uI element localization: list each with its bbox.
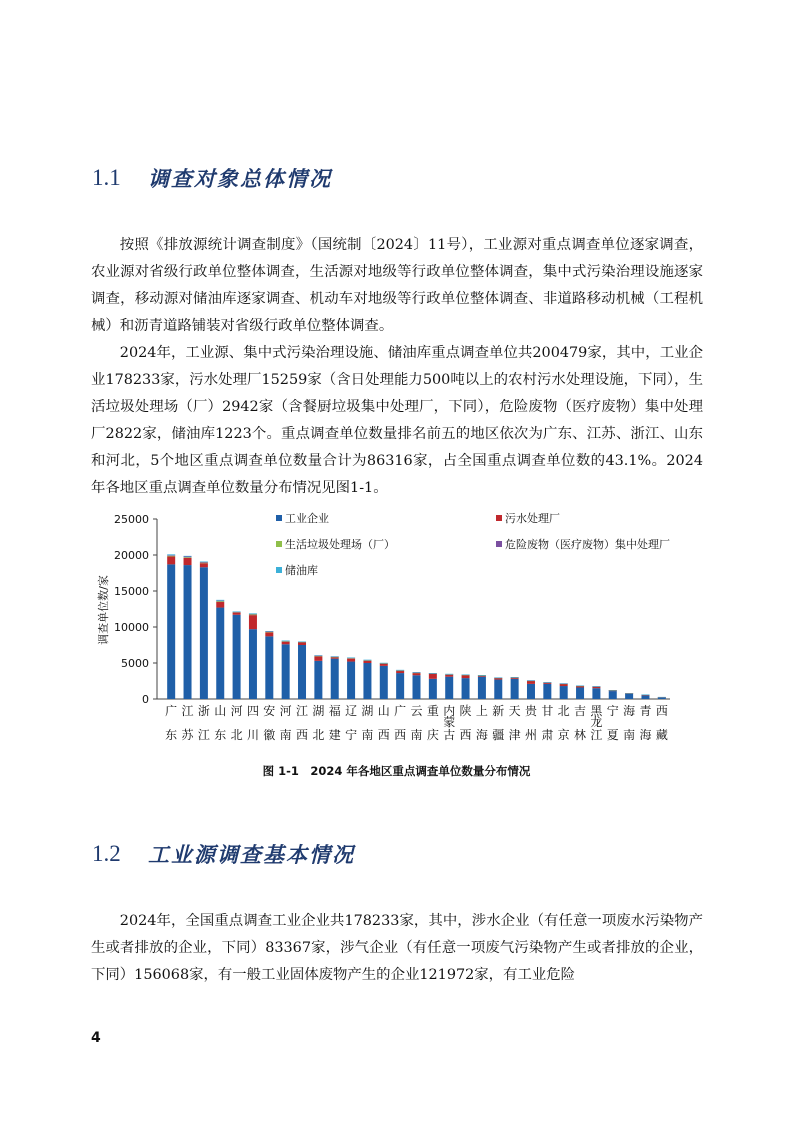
bar-segment xyxy=(478,675,486,676)
legend-swatch xyxy=(276,567,282,573)
bar-segment xyxy=(184,558,192,565)
bar-segment xyxy=(184,556,192,557)
bar-chart xyxy=(97,505,690,755)
y-tick-label: 5000 xyxy=(121,657,149,670)
bar-segment xyxy=(298,642,306,645)
bar-segment xyxy=(363,663,371,699)
bar-segment xyxy=(380,666,388,699)
body-paragraph: 2024年，工业源、集中式污染治理设施、储油库重点调查单位共200479家，其中，工业企业178233家，污水处理厂15259家（含日处理能力500吨以上的农村污水处理设施，下同），生活垃圾处理场（厂）2942家（含餐厨垃圾集中处理厂，下同），危险废物（医疗废物）集中处理厂2822家，储油库1223个。重点调查单位数量排名前五的地区依次为广东、江苏、浙江、山东和河北，5个地区重点调查单位数量合计为86316家，占全国重点调查单位数的43.1%。2024年各地区重点调查单位数量分布情况见图1-1。 xyxy=(91,345,703,496)
bar-segment xyxy=(543,682,551,683)
bar-segment xyxy=(282,644,290,699)
bar-segment xyxy=(314,655,322,656)
bar-segment xyxy=(527,684,535,699)
bar-segment xyxy=(527,681,535,684)
bar-segment xyxy=(641,694,649,695)
y-tick-label: 0 xyxy=(142,693,149,706)
x-tick-label: 江西 xyxy=(296,704,309,742)
bar-segment xyxy=(347,659,355,662)
legend-label: 危险废物（医疗废物）集中处理厂 xyxy=(505,538,670,551)
bar-segment xyxy=(184,557,192,558)
bar-segment xyxy=(200,561,208,562)
x-tick-label: 宁夏 xyxy=(606,704,619,742)
x-tick-label: 黑龙江 xyxy=(590,704,603,742)
bar-segment xyxy=(184,557,192,558)
bar-segment xyxy=(462,678,470,699)
bar-segment xyxy=(363,660,371,661)
x-tick-label: 安徽 xyxy=(263,704,276,742)
bar-segment xyxy=(347,657,355,658)
bar-segment xyxy=(167,555,175,556)
x-tick-label: 甘肃 xyxy=(541,704,554,742)
bar-segment xyxy=(363,661,371,663)
bar-segment xyxy=(200,562,208,563)
x-tick-label: 北京 xyxy=(557,704,570,742)
bar-segment xyxy=(249,629,257,699)
bar-segment xyxy=(265,632,273,636)
legend-label: 工业企业 xyxy=(285,512,329,525)
bar-segment xyxy=(167,554,175,555)
legend-label: 污水处理厂 xyxy=(505,512,560,525)
bar-segment xyxy=(625,693,633,694)
bar-segment xyxy=(167,556,175,564)
bar-segment xyxy=(462,675,470,678)
bar-segment xyxy=(184,565,192,699)
x-tick-label: 河北 xyxy=(230,704,243,742)
bar-segment xyxy=(429,673,437,674)
bar-segment xyxy=(216,601,224,602)
bar-segment xyxy=(576,685,584,686)
bar-segment xyxy=(396,670,404,671)
bar-segment xyxy=(511,677,519,678)
legend-swatch xyxy=(276,515,282,521)
x-tick-label: 湖北 xyxy=(312,704,325,742)
y-axis-label: 调查单位数/家 xyxy=(97,575,110,645)
bar-segment xyxy=(216,602,224,608)
body-paragraph: 按照《排放源统计调查制度》（国统制〔2024〕11号），工业源对重点调查单位逐家调查，农业源对省级行政单位整体调查，生活源对地级等行政单位整体调查，集中式污染治理设施逐家调查，移动源对储油库逐家调查、机动车对地级等行政单位整体调查、非道路移动机械（工程机械）和沥青道路铺装对省级行政单位整体调查。 xyxy=(91,237,703,334)
bar-segment xyxy=(249,615,257,629)
bar-segment xyxy=(494,680,502,699)
bar-segment xyxy=(167,556,175,557)
x-tick-label: 山东 xyxy=(214,704,227,742)
legend-swatch xyxy=(496,541,502,547)
bar-segment xyxy=(265,636,273,699)
bar-segment xyxy=(641,695,649,699)
bar-segment xyxy=(413,675,421,699)
page-number: 4 xyxy=(91,1030,101,1046)
bar-segment xyxy=(167,564,175,699)
bar-segment xyxy=(331,656,339,657)
bar-segment xyxy=(233,611,241,612)
bar-segment xyxy=(429,674,437,679)
section-heading-2 xyxy=(92,838,355,870)
section-number: 1.1 xyxy=(92,165,121,190)
x-tick-label: 浙江 xyxy=(197,704,210,742)
section-heading-1 xyxy=(92,162,332,194)
bar-segment xyxy=(592,688,600,699)
bar-segment xyxy=(233,612,241,613)
bar-segment xyxy=(543,684,551,699)
bar-segment xyxy=(560,683,568,684)
legend-swatch xyxy=(496,515,502,521)
bar-segment xyxy=(658,698,666,699)
bar-segment xyxy=(216,608,224,699)
bar-segment xyxy=(233,613,241,615)
bar-segment xyxy=(282,641,290,642)
x-tick-label: 陕西 xyxy=(459,704,472,742)
bar-segment xyxy=(331,659,339,699)
x-tick-label: 青海 xyxy=(639,704,652,742)
x-tick-label: 内蒙古 xyxy=(443,704,456,742)
bar-segment xyxy=(396,673,404,699)
bar-segment xyxy=(527,680,535,681)
x-tick-label: 西藏 xyxy=(655,704,668,742)
section-number: 1.2 xyxy=(92,841,121,866)
bar-segment xyxy=(200,563,208,564)
x-tick-label: 云南 xyxy=(410,704,423,742)
bar-segment xyxy=(462,674,470,675)
bar-segment xyxy=(249,613,257,614)
bar-segment xyxy=(560,686,568,699)
bar-segment xyxy=(331,657,339,658)
bar-segment xyxy=(216,600,224,601)
bar-segment xyxy=(413,673,421,675)
bar-segment xyxy=(494,677,502,678)
bar-segment xyxy=(249,614,257,615)
bar-segment xyxy=(282,642,290,645)
bar-segment xyxy=(560,684,568,686)
legend-label: 生活垃圾处理场（厂） xyxy=(285,538,395,551)
bar-segment xyxy=(445,677,453,699)
x-tick-label: 辽宁 xyxy=(345,704,358,742)
legend-label: 储油库 xyxy=(285,564,318,577)
bar-segment xyxy=(298,645,306,699)
y-tick-label: 10000 xyxy=(114,621,149,634)
x-tick-label: 江苏 xyxy=(181,704,194,742)
x-tick-label: 湖南 xyxy=(361,704,374,742)
bar-segment xyxy=(314,661,322,699)
x-tick-label: 海南 xyxy=(623,704,636,742)
section-title: 工业源调查基本情况 xyxy=(148,842,355,867)
bar-segment xyxy=(445,674,453,675)
bar-segment xyxy=(314,656,322,660)
y-tick-label: 25000 xyxy=(114,513,149,526)
bar-segment xyxy=(249,614,257,615)
bar-segment xyxy=(200,567,208,699)
bar-segment xyxy=(625,694,633,699)
x-tick-label: 山西 xyxy=(377,704,390,742)
bar-segment xyxy=(396,671,404,673)
bar-segment xyxy=(200,563,208,567)
x-tick-label: 贵州 xyxy=(524,704,537,742)
x-tick-label: 广西 xyxy=(394,704,407,742)
bar-segment xyxy=(265,631,273,632)
bar-segment xyxy=(478,677,486,699)
bar-segment xyxy=(380,663,388,664)
bar-segment xyxy=(429,679,437,699)
bar-segment xyxy=(216,601,224,602)
x-tick-label: 福建 xyxy=(328,704,341,742)
bar-segment xyxy=(282,640,290,641)
bar-segment xyxy=(233,615,241,699)
x-tick-label: 广东 xyxy=(165,704,178,742)
body-paragraph: 2024年，全国重点调查工业企业共178233家，其中，涉水企业（有任意一项废水污染物产生或者排放的企业，下同）83367家，涉气企业（有任意一项废气污染物产生或者排放的企业，下同）156068家，有一般工业固体废物产生的企业121972家，有工业危险 xyxy=(91,913,703,983)
x-tick-label: 河南 xyxy=(279,704,292,742)
y-tick-label: 15000 xyxy=(114,585,149,598)
bar-segment xyxy=(413,672,421,673)
x-tick-label: 四川 xyxy=(246,704,259,742)
bar-segment xyxy=(298,641,306,642)
x-tick-label: 上海 xyxy=(475,704,488,742)
bar-segment xyxy=(282,641,290,642)
bar-segment xyxy=(609,691,617,699)
bar-segment xyxy=(658,697,666,698)
x-tick-label: 重庆 xyxy=(426,704,439,742)
bar-segment xyxy=(511,679,519,699)
bar-segment xyxy=(576,687,584,699)
y-tick-label: 20000 xyxy=(114,549,149,562)
figure-caption: 图 1-1 2024 年各地区重点调查单位数量分布情况 xyxy=(262,764,531,778)
x-tick-label: 新疆 xyxy=(492,704,505,742)
x-tick-label: 吉林 xyxy=(574,704,587,742)
bar-segment xyxy=(445,675,453,677)
bar-segment xyxy=(609,690,617,691)
section-title: 调查对象总体情况 xyxy=(148,166,332,191)
legend-swatch xyxy=(276,541,282,547)
bar-segment xyxy=(592,686,600,687)
bar-segment xyxy=(380,664,388,666)
bar-segment xyxy=(347,662,355,699)
x-tick-label: 天津 xyxy=(508,704,521,742)
bar-segment xyxy=(445,674,453,675)
